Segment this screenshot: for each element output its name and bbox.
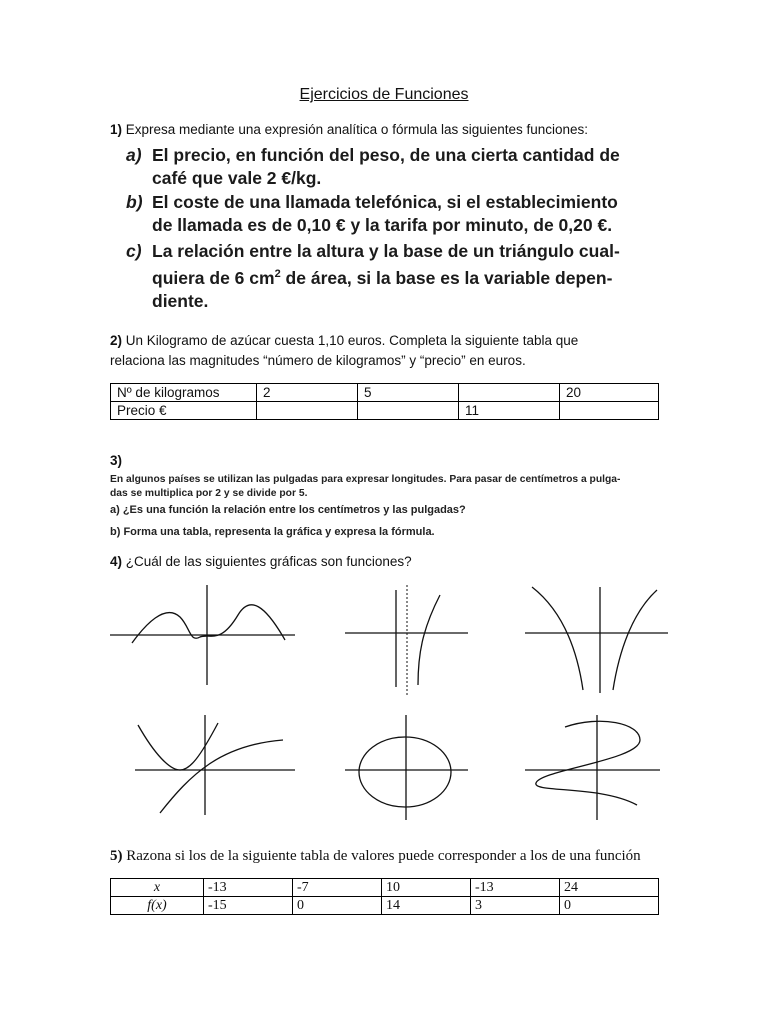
table-cell [459, 384, 560, 402]
table-cell: 14 [382, 897, 471, 915]
q1-a-label: a) [126, 145, 142, 165]
q5-text: Razona si los de la siguiente tabla de valores puede corresponder a los de una función [126, 848, 641, 864]
q2-statement [110, 331, 710, 371]
table-cell: 2 [257, 384, 358, 402]
q4-text: ¿Cuál de las siguientes gráficas son funciones? [125, 554, 412, 569]
graph-3 [525, 587, 668, 693]
q1-c-line2b: de área, si la base es la variable depen- [280, 267, 613, 288]
q3-number: 3) [110, 453, 123, 468]
q3-statement [110, 473, 690, 501]
q3-a: a) ¿Es una función la relación entre los centímetros y las pulgadas? [110, 504, 466, 516]
table-cell [560, 402, 659, 420]
q2-number: 2) [110, 333, 123, 348]
table-row [111, 402, 659, 420]
q5-statement [110, 848, 710, 865]
q1-b-label: b) [126, 192, 143, 212]
table-cell: 5 [358, 384, 459, 402]
graph-2 [345, 585, 468, 695]
q2-line2: relaciona las magnitudes “número de kilogramos” y “precio” en euros. [110, 353, 526, 368]
table-cell: -13 [204, 879, 293, 897]
table-cell: 10 [382, 879, 471, 897]
q3-line1: En algunos países se utilizan las pulgadas para expresar longitudes. Para pasar de centímetros a pulga- [110, 474, 621, 485]
table-cell: 0 [293, 897, 382, 915]
q1-c-line3: diente. [152, 290, 209, 311]
table-cell: Nº de kilogramos [111, 384, 257, 402]
table-cell: 24 [560, 879, 659, 897]
q1-text: Expresa mediante una expresión analítica o fórmula las siguientes funciones: [125, 122, 589, 137]
q1-statement [110, 120, 710, 140]
table-row [111, 897, 659, 915]
table-cell: 20 [560, 384, 659, 402]
table-cell: f(x) [111, 897, 204, 915]
table-cell: -15 [204, 897, 293, 915]
q2-table [110, 383, 659, 420]
table-cell [358, 402, 459, 420]
table-cell: 11 [459, 402, 560, 420]
q1-c-line2a: quiera de 6 cm [152, 267, 275, 288]
table-cell [257, 402, 358, 420]
graph-1 [110, 585, 295, 685]
graphs-figure [100, 575, 680, 820]
q1-a-line2: café que vale 2 €/kg. [152, 168, 322, 188]
q1-c-line1: La relación entre la altura y la base de un triángulo cual- [152, 241, 620, 261]
q1-number: 1) [110, 122, 123, 137]
q4-number: 4) [110, 554, 123, 569]
table-cell: -7 [293, 879, 382, 897]
q1-b-line1: El coste de una llamada telefónica, si el establecimiento [152, 192, 618, 212]
q4-statement [110, 552, 710, 572]
table-row [111, 879, 659, 897]
q1-item-c [126, 240, 686, 313]
table-cell: x [111, 879, 204, 897]
q1-c-superscript: 2 [274, 268, 281, 280]
table-cell: 0 [560, 897, 659, 915]
q2-line1: Un Kilogramo de azúcar cuesta 1,10 euros. Completa la siguiente tabla que [125, 333, 579, 348]
table-cell: Precio € [111, 402, 257, 420]
q5-table [110, 878, 659, 915]
q1-b-line2: de llamada es de 0,10 € y la tarifa por minuto, de 0,20 €. [152, 215, 613, 235]
q1-item-b [126, 191, 686, 237]
page-title: Ejercicios de Funciones [299, 86, 469, 103]
graph-6 [525, 715, 660, 820]
q1-a-line1: El precio, en función del peso, de una cierta cantidad de [152, 145, 620, 165]
q1-item-a [126, 144, 686, 190]
graph-5 [345, 715, 468, 820]
q5-number: 5) [110, 848, 123, 864]
q1-c-label: c) [126, 241, 142, 261]
table-cell: 3 [471, 897, 560, 915]
graph-4 [135, 715, 295, 815]
q3-b: b) Forma una tabla, representa la gráfica y expresa la fórmula. [110, 526, 435, 538]
table-row [111, 384, 659, 402]
table-cell: -13 [471, 879, 560, 897]
q3-line2: das se multiplica por 2 y se divide por 5. [110, 488, 308, 499]
